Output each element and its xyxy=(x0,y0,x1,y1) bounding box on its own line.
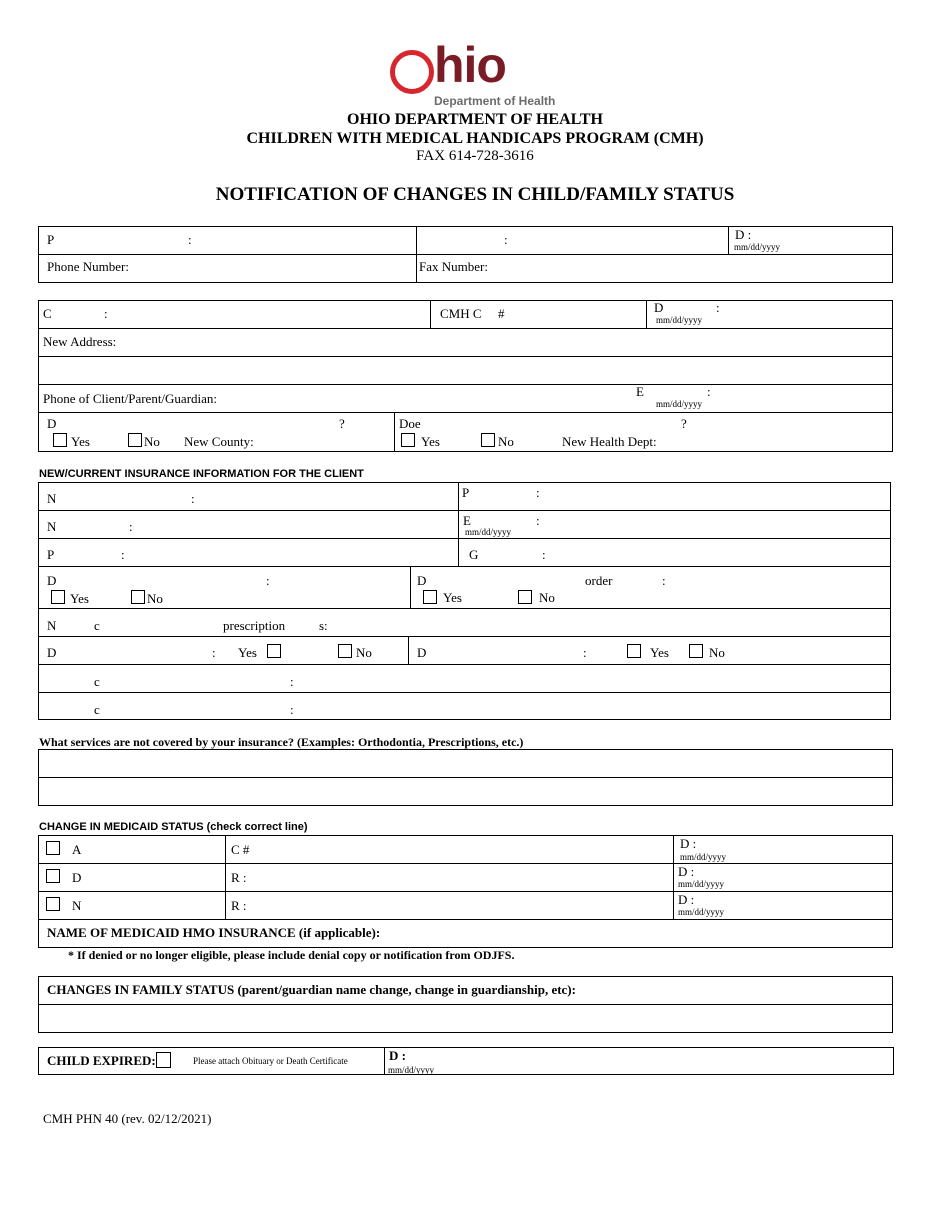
family-status-title: CHANGES IN FAMILY STATUS (parent/guardian name change, change in guardianship, etc): xyxy=(47,982,576,997)
divider xyxy=(408,636,409,664)
coverage-question-label: D xyxy=(47,645,57,660)
colon: : xyxy=(290,674,294,689)
colon: : xyxy=(188,232,192,247)
divider xyxy=(673,835,674,919)
header-fax: FAX 614-728-3616 xyxy=(416,148,534,164)
form-footer: CMH PHN 40 (rev. 02/12/2021) xyxy=(43,1111,212,1126)
divider xyxy=(38,510,891,511)
medicaid-row3-checkbox[interactable] xyxy=(46,897,60,911)
colon: : xyxy=(716,300,720,315)
date-label: D : xyxy=(735,227,752,242)
colon: : xyxy=(212,645,216,660)
medicaid-row2-checkbox[interactable] xyxy=(46,869,60,883)
client-label: C xyxy=(43,306,52,321)
yes-label: Yes xyxy=(238,645,257,660)
medicaid-row1-label: A xyxy=(72,842,82,857)
services-question: What services are not covered by your insurance? (Examples: Orthodontia, Prescriptions, etc.) xyxy=(39,735,524,749)
form-title: NOTIFICATION OF CHANGES IN CHILD/FAMILY STATUS xyxy=(215,184,735,205)
child-expired-label: CHILD EXPIRED: xyxy=(47,1053,156,1068)
medicaid-row2-date-label: D : xyxy=(678,864,695,879)
divider xyxy=(38,538,891,539)
policy-holder-label: P xyxy=(47,547,55,562)
mail-order-question-label: D xyxy=(417,573,427,588)
logo-department: Department of Health xyxy=(434,94,556,108)
county-no-checkbox[interactable] xyxy=(128,433,142,447)
mail-order-no-checkbox[interactable] xyxy=(518,590,532,604)
question-mark: ? xyxy=(681,416,687,431)
coverage2-no-checkbox[interactable] xyxy=(689,644,703,658)
date-format-hint: mm/dd/yyyy xyxy=(678,879,725,889)
contact2-label: c xyxy=(94,702,100,717)
ohio-logo xyxy=(388,37,568,112)
medicaid-row1-checkbox[interactable] xyxy=(46,841,60,855)
divider xyxy=(38,863,893,864)
colon: : xyxy=(121,547,125,562)
prescription-name-label: N xyxy=(47,618,57,633)
attach-certificate-note: Please attach Obituary or Death Certificate xyxy=(193,1056,348,1066)
divider xyxy=(410,566,411,608)
health-dept-question-label: Doe xyxy=(399,416,421,431)
insurance-name-label: N xyxy=(47,491,57,506)
divider xyxy=(38,254,893,255)
yes-label: Yes xyxy=(421,434,440,449)
medicaid-row1-mid: C # xyxy=(231,842,250,857)
colon: : xyxy=(707,384,711,399)
date-label: D xyxy=(654,300,664,315)
divider xyxy=(38,1004,893,1005)
medicaid-row3-date-label: D : xyxy=(678,892,695,907)
effective-date-label: E xyxy=(463,513,471,528)
coverage-yes-checkbox[interactable] xyxy=(267,644,281,658)
client-info-box xyxy=(38,300,893,452)
insurance-section-title: NEW/CURRENT INSURANCE INFORMATION FOR THE CLIENT xyxy=(39,468,364,480)
mail-order-yes-checkbox[interactable] xyxy=(423,590,437,604)
divider xyxy=(38,692,891,693)
date-format-hint: mm/dd/yyyy xyxy=(678,907,725,917)
divider xyxy=(38,566,891,567)
colon: : xyxy=(662,573,666,588)
divider xyxy=(225,835,226,919)
medicaid-row3-label: N xyxy=(72,898,82,913)
yes-label: Yes xyxy=(443,590,462,605)
colon: : xyxy=(129,519,133,534)
colon: : xyxy=(542,547,546,562)
yes-label: Yes xyxy=(650,645,669,660)
divider xyxy=(38,636,891,637)
medicaid-row2-label: D xyxy=(72,870,82,885)
policy-label: P xyxy=(462,485,470,500)
medicaid-row2-mid: R : xyxy=(231,870,247,885)
dental-yes-checkbox[interactable] xyxy=(51,590,65,604)
divider xyxy=(384,1047,385,1075)
divider xyxy=(394,412,395,452)
header-line2: CHILDREN WITH MEDICAL HANDICAPS PROGRAM (CMH) xyxy=(246,130,704,147)
new-address-label: New Address: xyxy=(43,334,117,349)
logo-brand-text: hio xyxy=(434,37,506,93)
yes-label: Yes xyxy=(71,434,90,449)
divider xyxy=(38,777,893,778)
phone-client-label: Phone of Client/Parent/Guardian: xyxy=(43,391,218,406)
divider xyxy=(430,300,431,328)
no-label: No xyxy=(498,434,514,449)
divider xyxy=(646,300,647,328)
expired-date-label: D : xyxy=(389,1048,406,1063)
no-label: No xyxy=(709,645,725,660)
health-dept-yes-checkbox[interactable] xyxy=(401,433,415,447)
prescription-text: prescription xyxy=(223,618,286,633)
provider-label: P xyxy=(47,232,55,247)
cmh-case-label: CMH C xyxy=(440,306,482,321)
ohio-logo-ring-icon xyxy=(390,50,434,94)
divider xyxy=(38,891,893,892)
medicaid-section-title: CHANGE IN MEDICAID STATUS (check correct line) xyxy=(39,821,308,833)
question-mark: ? xyxy=(339,416,345,431)
county-question-label: D xyxy=(47,416,57,431)
divider xyxy=(38,328,893,329)
divider xyxy=(458,482,459,566)
date-format-hint: mm/dd/yyyy xyxy=(680,852,727,862)
child-expired-checkbox[interactable] xyxy=(156,1052,171,1068)
medicaid-note: * If denied or no longer eligible, please include denial copy or notification from ODJFS. xyxy=(68,948,515,962)
hmo-label: NAME OF MEDICAID HMO INSURANCE (if applicable): xyxy=(47,925,381,940)
dental-no-checkbox[interactable] xyxy=(131,590,145,604)
divider xyxy=(38,412,893,413)
contact-label: c xyxy=(94,674,100,689)
s-text: s: xyxy=(319,618,328,633)
divider xyxy=(38,664,891,665)
hash: # xyxy=(498,306,505,321)
colon: : xyxy=(191,491,195,506)
yes-label: Yes xyxy=(70,591,89,606)
phone-number-label: Phone Number: xyxy=(47,259,129,274)
divider xyxy=(38,919,893,920)
health-dept-no-checkbox[interactable] xyxy=(481,433,495,447)
order-text: order xyxy=(585,573,613,588)
divider xyxy=(38,384,893,385)
colon: : xyxy=(583,645,587,660)
medicaid-row1-date-label: D : xyxy=(680,836,697,851)
date-format-hint: mm/dd/yyyy xyxy=(656,399,703,409)
divider xyxy=(38,356,893,357)
colon: : xyxy=(536,485,540,500)
no-label: No xyxy=(356,645,372,660)
coverage2-yes-checkbox[interactable] xyxy=(627,644,641,658)
date-format-hint: mm/dd/yyyy xyxy=(388,1065,435,1075)
divider xyxy=(728,226,729,254)
effective-label: E xyxy=(636,384,644,399)
dental-question-label: D xyxy=(47,573,57,588)
coverage2-question-label: D xyxy=(417,645,427,660)
no-label: No xyxy=(147,591,163,606)
no-label: No xyxy=(144,434,160,449)
c-text: c xyxy=(94,618,100,633)
no-label: No xyxy=(539,590,555,605)
colon: : xyxy=(290,702,294,717)
new-health-dept-label: New Health Dept: xyxy=(562,434,657,449)
colon: : xyxy=(104,306,108,321)
colon: : xyxy=(504,232,508,247)
colon: : xyxy=(266,573,270,588)
medicaid-row3-mid: R : xyxy=(231,898,247,913)
date-format-hint: mm/dd/yyyy xyxy=(656,315,703,325)
fax-number-label: Fax Number: xyxy=(419,259,488,274)
coverage-no-checkbox[interactable] xyxy=(338,644,352,658)
divider xyxy=(416,226,417,283)
group-label: G xyxy=(469,547,479,562)
county-yes-checkbox[interactable] xyxy=(53,433,67,447)
date-format-hint: mm/dd/yyyy xyxy=(734,242,781,252)
divider xyxy=(38,608,891,609)
header-line1: OHIO DEPARTMENT OF HEALTH xyxy=(347,111,603,128)
date-format-hint: mm/dd/yyyy xyxy=(465,527,512,537)
colon: : xyxy=(536,513,540,528)
new-county-label: New County: xyxy=(184,434,254,449)
insurance-name2-label: N xyxy=(47,519,57,534)
